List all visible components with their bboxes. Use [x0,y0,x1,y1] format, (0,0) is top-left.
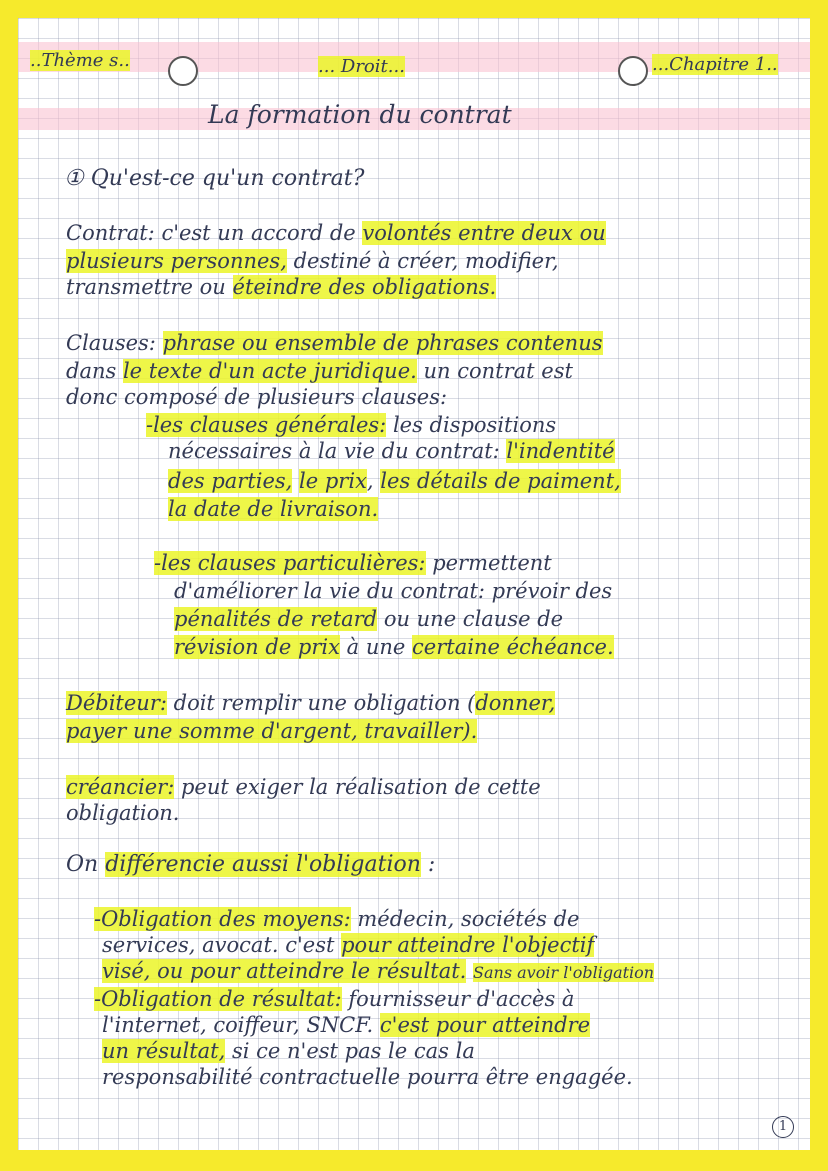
clauses-line-1: Clauses: phrase ou ensemble de phrases contenus [66,331,603,355]
moyens-term: -Obligation des moyens: [94,907,351,931]
particulieres-term: -les clauses particulières: [154,551,426,575]
binder-hole-right [618,56,648,86]
particulieres-line-1: -les clauses particulières: permettent [154,551,552,575]
header-subject: ... Droit... [318,56,405,77]
notebook-page [18,18,810,1150]
contrat-line-1: Contrat: c'est un accord de volontés entre deux ou [66,221,606,245]
generales-term: -les clauses générales: [146,413,387,437]
clauses-line-3: donc composé de plusieurs clauses: [66,385,448,409]
generales-line-1: -les clauses générales: les dispositions [146,413,557,437]
creancier-term: créancier: [66,775,175,799]
debiteur-line-2: payer une somme d'argent, travailler). [66,719,478,743]
creancier-line-2: obligation. [66,801,180,825]
resultat-line-4: responsabilité contractuelle pourra être engagée. [102,1065,633,1089]
generales-line-4: la date de livraison. [168,497,379,521]
clauses-term: Clauses: [66,331,156,355]
moyens-line-2: services, avocat. c'est pour atteindre l'objectif [102,933,595,957]
section-heading: ① Qu'est-ce qu'un contrat? [64,166,365,191]
resultat-line-2: l'internet, coiffeur, SNCF. c'est pour atteindre [102,1013,591,1037]
contrat-line-2: plusieurs personnes, destiné à créer, modifier, [66,249,559,273]
particulieres-line-2: d'améliorer la vie du contrat: prévoir des [174,579,613,603]
contrat-term: Contrat: [66,221,155,245]
particulieres-line-3: pénalités de retard ou une clause de [174,607,564,631]
moyens-line-3: visé, ou pour atteindre le résultat. Sans avoir l'obligation [102,959,655,983]
resultat-term: -Obligation de résultat: [94,987,342,1011]
clauses-line-2: dans le texte d'un acte juridique. un contrat est [66,359,573,383]
resultat-line-1: -Obligation de résultat: fournisseur d'accès à [94,987,575,1011]
contrat-line-3: transmettre ou éteindre des obligations. [66,275,497,299]
generales-line-3: des parties, le prix, les détails de paiment, [168,469,621,493]
page-number: 1 [772,1116,794,1138]
resultat-line-3: un résultat, si ce n'est pas le cas la [102,1039,475,1063]
creancier-line-1: créancier: peut exiger la réalisation de cette [66,775,541,799]
binder-hole-left [168,56,198,86]
particulieres-line-4: révision de prix à une certaine échéance. [174,635,614,659]
generales-line-2: nécessaires à la vie du contrat: l'indentité [168,439,615,463]
moyens-line-1: -Obligation des moyens: médecin, sociétés de [94,907,580,931]
page-title: La formation du contrat [208,100,512,129]
header-chapter: ...Chapitre 1.. [652,54,778,75]
debiteur-term: Débiteur: [66,691,167,715]
header-theme: ..Thème s.. [30,50,130,71]
debiteur-line-1: Débiteur: doit remplir une obligation (donner, [66,691,556,715]
differencie-line: On différencie aussi l'obligation : [66,852,436,877]
